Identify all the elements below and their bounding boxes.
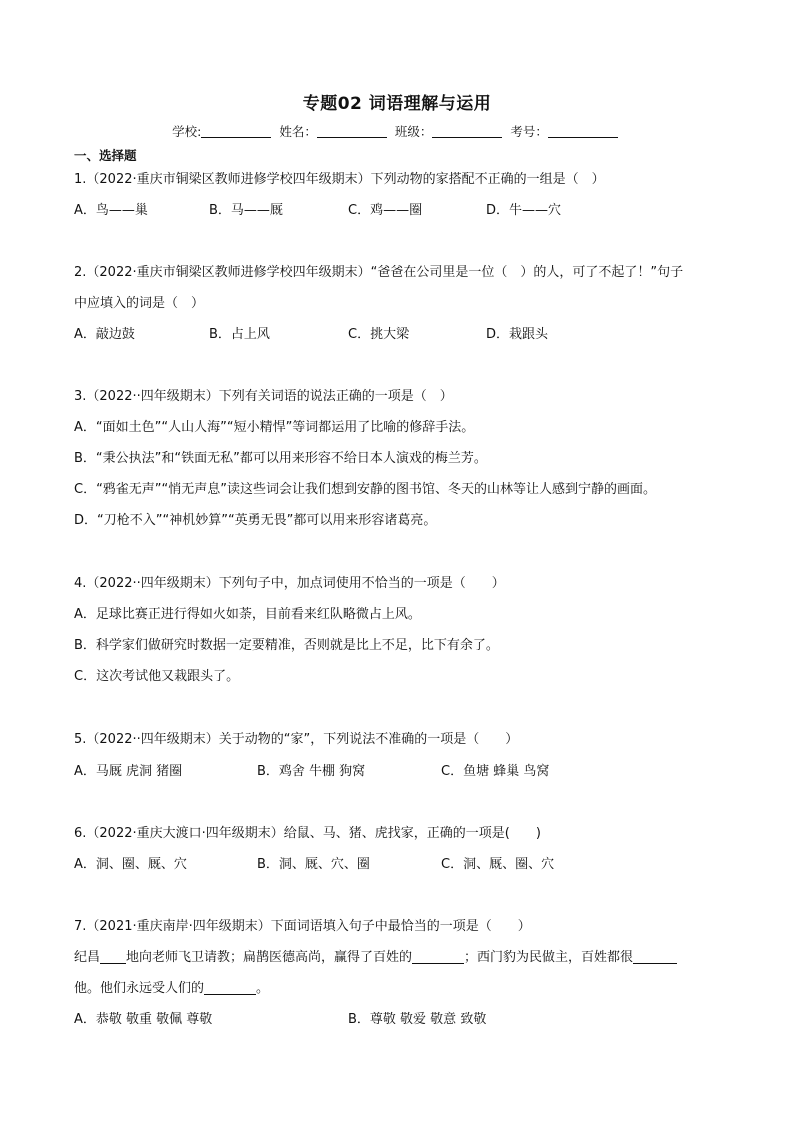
q6-stem: 6.（2022·重庆大渡口·四年级期末）给鼠、马、猪、虎找家，正确的一项是( )	[74, 826, 541, 841]
name-blank[interactable]	[317, 125, 387, 138]
q5-option-a[interactable]: A．马厩 虎洞 猪圈	[74, 764, 183, 779]
q1-option-d[interactable]: D．牛——穴	[486, 203, 562, 218]
q1-option-b[interactable]: B．马——厩	[209, 203, 283, 218]
name-label: 姓名：	[279, 124, 317, 139]
school-label: 学校:	[172, 124, 202, 139]
q3-stem: 3.（2022··四年级期末）下列有关词语的说法正确的一项是（ ）	[74, 389, 453, 404]
q5-option-b[interactable]: B．鸡舍 牛棚 狗窝	[257, 764, 366, 779]
q2-stem-line2: 中应填入的词是（ ）	[74, 296, 205, 311]
q1-stem: 1.（2022·重庆市铜梁区教师进修学校四年级期末）下列动物的家搭配不正确的一组是（ ）	[74, 172, 605, 187]
q4-stem: 4.（2022··四年级期末）下列句子中，加点词使用不恰当的一项是（ ）	[74, 576, 505, 591]
q2-option-c[interactable]: C．挑大梁	[348, 327, 410, 342]
q7-option-a[interactable]: A．恭敬 敬重 敬佩 尊敬	[74, 1012, 213, 1027]
q2-stem-line1: 2.（2022·重庆市铜梁区教师进修学校四年级期末）“爸爸在公司里是一位（ ）的人，可了不起了！”句子	[74, 265, 684, 280]
q4-option-c[interactable]: C．这次考试他又栽跟头了。	[74, 669, 240, 684]
q7-text-4: 他。他们永远受人们的	[74, 981, 205, 996]
q7-blank-2[interactable]	[412, 950, 464, 964]
q7-option-b[interactable]: B．尊敬 敬爱 敬意 致敬	[348, 1012, 487, 1027]
q7-text-1: 纪昌	[74, 950, 101, 965]
q7-text-3: ；西门豹为民做主，百姓都很	[464, 950, 634, 965]
student-info-line	[0, 122, 794, 140]
q2-option-a[interactable]: A．敲边鼓	[74, 327, 135, 342]
q7-blank-3[interactable]	[633, 950, 677, 964]
q7-sentence-line1	[74, 949, 677, 967]
exam-no-label: 考号：	[510, 124, 548, 139]
school-blank[interactable]	[201, 125, 271, 138]
q2-option-d[interactable]: D．栽跟头	[486, 327, 549, 342]
q7-text-2: 地向老师飞卫请教；扁鹊医德高尚，赢得了百姓的	[126, 950, 413, 965]
q3-option-d[interactable]: D．“刀枪不入”“神机妙算”“英勇无畏”都可以用来形容诸葛亮。	[74, 513, 437, 528]
q3-option-c[interactable]: C．“鸦雀无声”“悄无声息”读这些词会让我们想到安静的图书馆、冬天的山林等让人感到宁静的画面。	[74, 482, 657, 497]
q2-option-b[interactable]: B．占上风	[209, 327, 270, 342]
q3-option-b[interactable]: B．“秉公执法”和“铁面无私”都可以用来形容不给日本人演戏的梅兰芳。	[74, 451, 487, 466]
class-label: 班级：	[394, 124, 433, 139]
section-heading: 一、选择题	[74, 148, 137, 163]
q6-option-a[interactable]: A．洞、圈、厩、穴	[74, 857, 187, 872]
q7-blank-1[interactable]	[100, 950, 126, 964]
q7-stem: 7.（2021·重庆南岸·四年级期末）下面词语填入句子中最恰当的一项是（ ）	[74, 919, 531, 934]
q1-option-a[interactable]: A．鸟——巢	[74, 203, 148, 218]
q5-stem: 5.（2022··四年级期末）关于动物的“家”，下列说法不准确的一项是（ ）	[74, 732, 519, 747]
q5-option-c[interactable]: C．鱼塘 蜂巢 鸟窝	[441, 764, 550, 779]
q7-text-5: 。	[256, 981, 270, 996]
class-blank[interactable]	[432, 125, 502, 138]
q3-option-a[interactable]: A．“面如土色”“人山人海”“短小精悍”等词都运用了比喻的修辞手法。	[74, 420, 475, 435]
page-title: 专题02 词语理解与运用	[302, 94, 492, 114]
q4-option-a[interactable]: A．足球比赛正进行得如火如荼，目前看来红队略微占上风。	[74, 607, 421, 622]
q7-blank-4[interactable]	[204, 981, 256, 995]
q4-option-b[interactable]: B．科学家们做研究时数据一定要精准，否则就是比上不足，比下有余了。	[74, 638, 499, 653]
q1-option-c[interactable]: C．鸡——圈	[348, 203, 423, 218]
q7-sentence-line2	[74, 980, 269, 998]
q6-option-c[interactable]: C．洞、厩、圈、穴	[441, 857, 555, 872]
q6-option-b[interactable]: B．洞、厩、穴、圈	[257, 857, 370, 872]
exam-no-blank[interactable]	[548, 125, 618, 138]
